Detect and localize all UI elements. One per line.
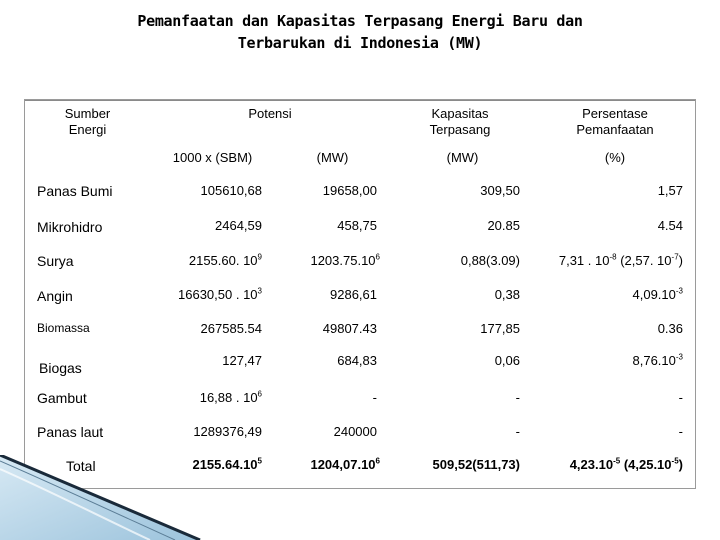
header-source: Sumber Energi [64, 106, 111, 137]
subheader-sbm: 1000 x (SBM) [172, 150, 253, 165]
cell-percent: 7,31 . $10^{-8}$ (2,57. $10^{-7}$) [558, 252, 683, 268]
cell-percent: $4,23.10^{-5}$ $(4,25.10^{-5})$ [569, 456, 683, 472]
cell-mw: 1203.75.10$^6$ [310, 252, 380, 268]
cell-capacity: 509,52(511,73) [432, 457, 520, 472]
cell-capacity: 0,38 [494, 287, 520, 302]
cell-mw: 19658,00 [322, 183, 377, 198]
cell-sbm: 127,47 [222, 353, 262, 368]
cell-mw: 240000 [333, 424, 377, 439]
header-percent: Persentase Pemanfaatan [576, 106, 654, 137]
subheader-mw-potential: (MW) [316, 150, 349, 165]
title-line-1: Pemanfaatan dan Kapasitas Terpasang Energi Baru dan [137, 12, 583, 30]
cell-capacity: 177,85 [480, 321, 520, 336]
row-label: Biomassa [37, 321, 90, 335]
cell-sbm: 16,88 . $10^6$ [199, 389, 262, 405]
page-title [0, 10, 720, 54]
cell-mw: - [372, 390, 377, 405]
cell-capacity: - [515, 424, 520, 439]
cell-sbm: 105610,68 [200, 183, 262, 198]
cell-sbm: 1289376,49 [193, 424, 262, 439]
cell-capacity: - [515, 390, 520, 405]
cell-capacity: 309,50 [480, 183, 520, 198]
cell-mw: 684,83 [337, 353, 377, 368]
cell-percent: $8,76.10^{-3}$ [632, 352, 683, 368]
row-label: Angin [37, 288, 73, 304]
cell-sbm: 267585.54 [200, 321, 262, 336]
cell-capacity: 0,88(3.09) [460, 253, 520, 268]
subheader-percent: (%) [604, 150, 626, 165]
cell-mw: 1204,07.10$^6$ [310, 456, 380, 472]
cell-sbm: 2155.60. $10^9$ [188, 252, 262, 268]
header-potential: Potensi [248, 106, 292, 121]
subheader-mw-capacity: (MW) [446, 150, 479, 165]
row-label: Surya [37, 253, 74, 269]
cell-sbm: 2464,59 [215, 218, 262, 233]
cell-percent: - [678, 390, 683, 405]
title-line-2: Terbarukan di Indonesia (MW) [237, 34, 483, 52]
cell-percent: 0.36 [657, 321, 683, 336]
header-capacity: Kapasitas Terpasang [429, 106, 491, 137]
cell-capacity: 20.85 [487, 218, 520, 233]
cell-mw: 49807.43 [322, 321, 377, 336]
row-label: Total [66, 458, 96, 474]
cell-mw: 9286,61 [330, 287, 377, 302]
cell-percent: - [678, 424, 683, 439]
cell-percent: $4,09.10^{-3}$ [632, 286, 683, 302]
row-label: Panas Bumi [37, 183, 113, 199]
cell-capacity: 0,06 [494, 353, 520, 368]
row-label: Panas laut [37, 424, 104, 440]
cell-sbm: 16630,50 . $10^3$ [178, 286, 262, 302]
cell-percent: 1,57 [657, 183, 683, 198]
row-label: Biogas [39, 360, 82, 376]
cell-percent: 4.54 [657, 218, 683, 233]
cell-mw: 458,75 [337, 218, 377, 233]
cell-sbm: 2155.64.10$^5$ [192, 456, 262, 472]
row-label: Mikrohidro [37, 219, 103, 235]
row-label: Gambut [37, 390, 87, 406]
